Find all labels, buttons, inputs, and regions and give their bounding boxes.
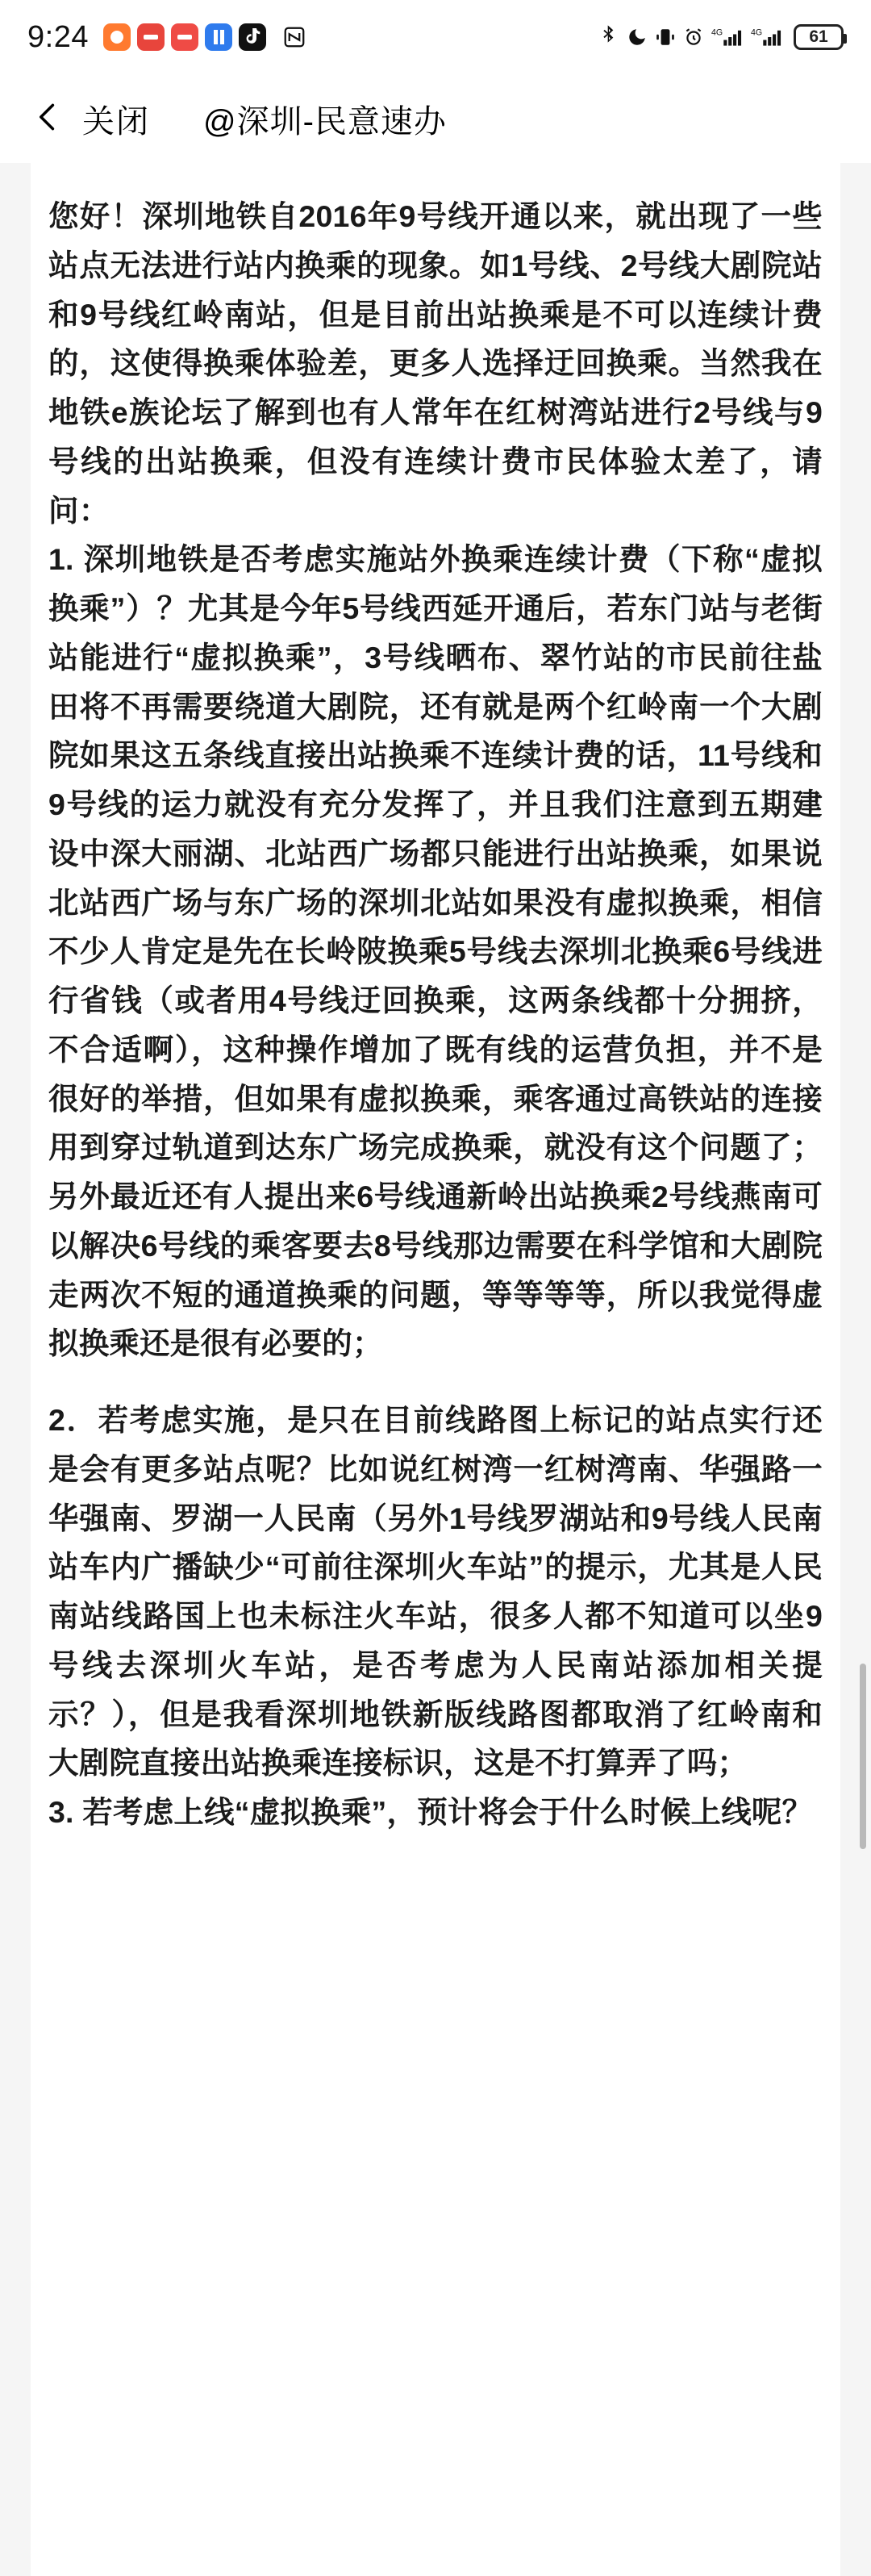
back-button[interactable]	[24, 95, 71, 142]
app-icon-red-1	[137, 23, 165, 51]
do-not-disturb-icon	[627, 25, 648, 49]
vibrate-icon	[655, 25, 676, 49]
alarm-icon	[683, 25, 704, 49]
chevron-left-icon	[30, 99, 65, 139]
app-icon-orange	[103, 23, 131, 51]
article-body	[31, 192, 840, 1837]
signal-bars-1-icon	[711, 25, 744, 49]
status-time: 9:24	[27, 19, 89, 54]
svg-text:4G: 4G	[751, 27, 763, 38]
app-icon-red-2	[171, 23, 198, 51]
article-card	[31, 163, 840, 2576]
article-paragraph: 1. 深圳地铁是否考虑实施站外换乘连续计费（下称“虚拟换乘”）？尤其是今年5号线西延开通后，若东门站与老街站能进行“虚拟换乘”，3号线晒布、翠竹站的市民前往盐田将不再需要绕道大剧院，还有就是两个红岭南一个大剧院如果这五条线直接出站换乘不连续计费的话，11号线和9号线的运力就没有充分发挥了，并且我们注意到五期建设中深大丽湖、北站西广场都只能进行出站换乘，如果说北站西广场与东广场的深圳北站如果没有虚拟换乘，相信不少人肯定是先在长岭陂换乘5号线去深圳北换乘6号线进行省钱（或者用4号线迂回换乘，这两条线都十分拥挤，不合适啊），这种操作增加了既有线的运营负担，并不是很好的举措，但如果有虚拟换乘，乘客通过高铁站的连接用到穿过轨道到达东广场完成换乘，就没有这个问题了；另外最近还有人提出来6号线通新岭出站换乘2号线燕南可以解决6号线的乘客要去8号线那边需要在科学馆和大剧院走两次不短的通道换乘的问题，等等等等，所以我觉得虚拟换乘还是很有必要的；	[48, 542, 823, 1361]
signal-bars-2-icon	[751, 25, 783, 49]
battery-level: 61	[809, 27, 828, 46]
close-button[interactable]: 关闭	[82, 103, 150, 140]
page-title: @深圳-民意速办	[203, 103, 447, 140]
status-system-icons	[598, 24, 844, 50]
nfc-icon	[282, 25, 306, 49]
svg-text:4G: 4G	[711, 27, 723, 38]
tiktok-icon	[239, 23, 266, 51]
article-paragraph: 3. 若考虑上线“虚拟换乘”，预计将会于什么时候上线呢？	[48, 1795, 813, 1829]
navigation-bar	[0, 74, 871, 163]
article-paragraph: 2．若考虑实施，是只在目前线路图上标记的站点实行还是会有更多站点呢？比如说红树湾一红树湾南、华强路一华强南、罗湖一人民南（另外1号线罗湖站和9号线人民南站车内广播缺少“可前往深圳火车站”的提示，尤其是人民南站线路国上也未标注火车站，很多人都不知道可以坐9号线去深圳火车站，是否考虑为人民南站添加相关提示？），但是我看深圳地铁新版线路图都取消了红岭南和大剧院直接出站换乘连接标识，这是不打算弄了吗；	[48, 1403, 823, 1781]
status-bar	[0, 0, 871, 74]
status-notification-icons	[103, 23, 306, 51]
app-icon-blue	[205, 23, 232, 51]
battery-indicator	[794, 24, 844, 50]
content-scroll-area[interactable]	[0, 163, 871, 2576]
bluetooth-icon	[598, 24, 619, 50]
article-paragraph: 您好！深圳地铁自2016年9号线开通以来，就出现了一些站点无法进行站内换乘的现象。如1号线、2号线大剧院站和9号线红岭南站，但是目前出站换乘是不可以连续计费的，这使得换乘体验差，更多人选择迂回换乘。当然我在地铁e族论坛了解到也有人常年在红树湾站进行2号线与9号线的出站换乘，但没有连续计费市民体验太差了，请问：	[48, 199, 823, 528]
vertical-scrollbar[interactable]	[860, 1664, 866, 1849]
